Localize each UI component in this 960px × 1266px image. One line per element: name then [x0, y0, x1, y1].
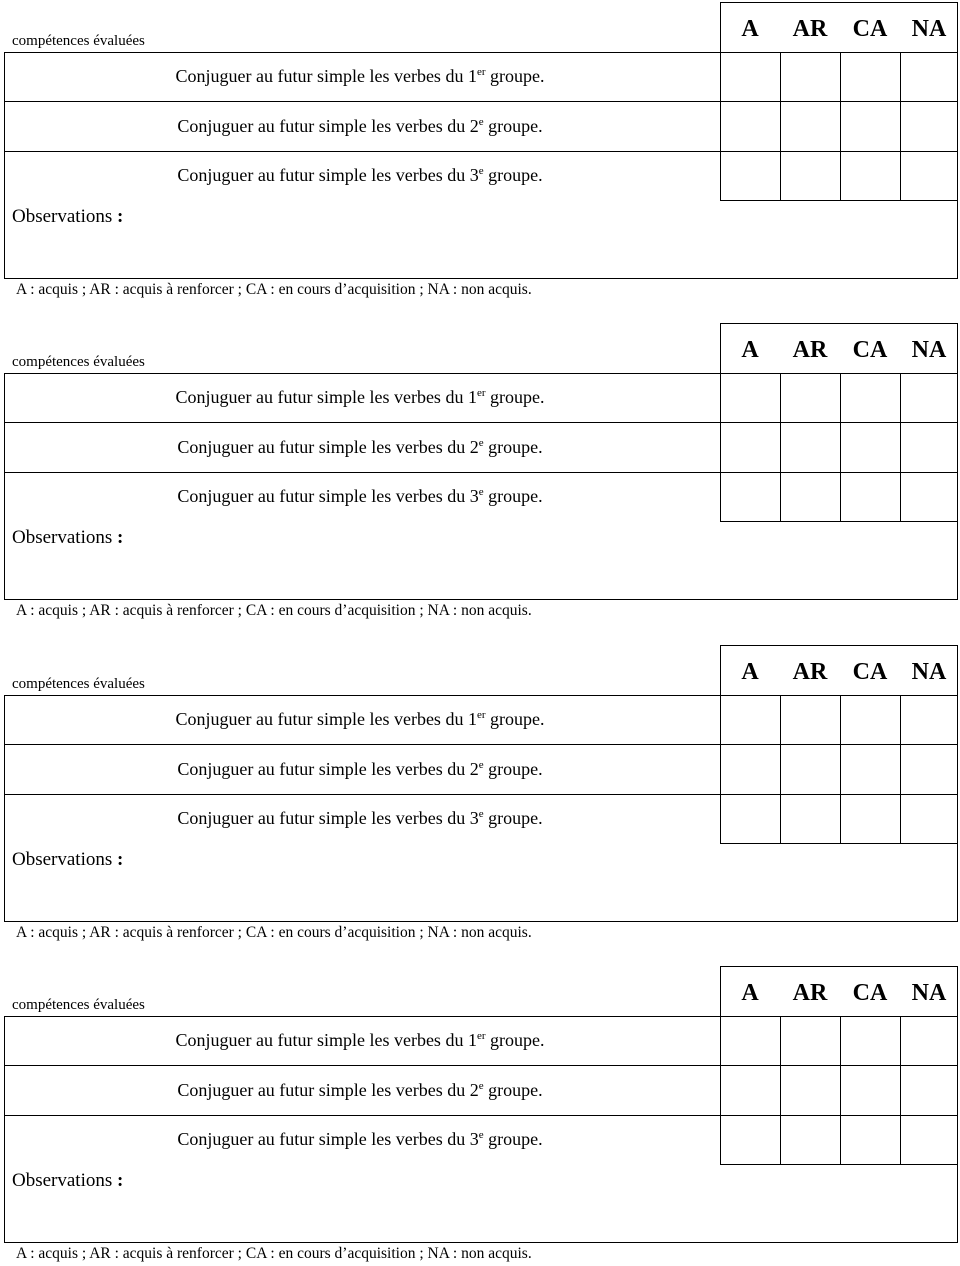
grid-line [957, 966, 958, 1243]
grid-line [4, 422, 958, 423]
grid-line [720, 966, 721, 1165]
grid-line [720, 1164, 958, 1165]
grid-line [4, 1115, 958, 1116]
level-header-na: NA [911, 980, 947, 1006]
level-header-ar: AR [792, 337, 828, 363]
grid-line [780, 52, 781, 201]
grid-line [780, 695, 781, 844]
skill-row-1: Conjuguer au futur simple les verbes du 1er groupe. [175, 709, 545, 729]
level-header-ca: CA [852, 337, 888, 363]
level-header-ar: AR [792, 16, 828, 42]
grid-line [720, 2, 721, 201]
grid-line [4, 921, 958, 922]
competences-label: compétences évaluées [12, 33, 145, 49]
level-header-na: NA [911, 659, 947, 685]
grid-line [840, 1016, 841, 1165]
evaluation-grid-2 [0, 321, 960, 621]
grid-line [720, 645, 958, 646]
competences-label: compétences évaluées [12, 354, 145, 370]
grid-line [780, 1016, 781, 1165]
evaluation-grid-4 [0, 964, 960, 1264]
skill-row-1: Conjuguer au futur simple les verbes du 1er groupe. [175, 66, 545, 86]
level-header-a: A [741, 337, 759, 363]
grid-line [4, 373, 5, 600]
grid-line [4, 472, 958, 473]
level-header-a: A [741, 980, 759, 1006]
observations-label: Observations : [12, 849, 124, 870]
grid-line [720, 323, 958, 324]
grid-line [4, 1016, 958, 1017]
skill-row-1: Conjuguer au futur simple les verbes du 1er groupe. [175, 387, 545, 407]
grid-line [4, 151, 958, 152]
observations-label: Observations : [12, 1170, 124, 1191]
skill-row-3: Conjuguer au futur simple les verbes du 3e groupe. [177, 1129, 543, 1149]
skill-row-3: Conjuguer au futur simple les verbes du 3e groupe. [177, 165, 543, 185]
grid-line [957, 645, 958, 922]
grid-line [4, 101, 958, 102]
legend-text: A : acquis ; AR : acquis à renforcer ; CA : en cours d’acquisition ; NA : non acquis. [16, 1245, 532, 1262]
skill-row-2: Conjuguer au futur simple les verbes du 2e groupe. [177, 759, 543, 779]
level-header-na: NA [911, 337, 947, 363]
grid-line [720, 843, 958, 844]
observations-label: Observations : [12, 527, 124, 548]
skill-row-2: Conjuguer au futur simple les verbes du 2e groupe. [177, 437, 543, 457]
grid-line [900, 373, 901, 522]
skill-row-3: Conjuguer au futur simple les verbes du 3e groupe. [177, 486, 543, 506]
grid-line [720, 966, 958, 967]
observations-label: Observations : [12, 206, 124, 227]
grid-line [900, 52, 901, 201]
skill-row-2: Conjuguer au futur simple les verbes du 2e groupe. [177, 116, 543, 136]
level-header-na: NA [911, 16, 947, 42]
grid-line [4, 695, 5, 922]
level-header-ca: CA [852, 659, 888, 685]
grid-line [957, 2, 958, 279]
grid-line [4, 1016, 5, 1243]
grid-line [720, 645, 721, 844]
skill-row-2: Conjuguer au futur simple les verbes du 2e groupe. [177, 1080, 543, 1100]
grid-line [4, 52, 958, 53]
evaluation-grid-1 [0, 0, 960, 300]
grid-line [900, 695, 901, 844]
legend-text: A : acquis ; AR : acquis à renforcer ; CA : en cours d’acquisition ; NA : non acquis. [16, 924, 532, 941]
level-header-a: A [741, 16, 759, 42]
grid-line [4, 373, 958, 374]
skill-row-1: Conjuguer au futur simple les verbes du 1er groupe. [175, 1030, 545, 1050]
grid-line [720, 200, 958, 201]
grid-line [780, 373, 781, 522]
grid-line [840, 373, 841, 522]
level-header-ar: AR [792, 659, 828, 685]
skill-row-3: Conjuguer au futur simple les verbes du 3e groupe. [177, 808, 543, 828]
legend-text: A : acquis ; AR : acquis à renforcer ; CA : en cours d’acquisition ; NA : non acquis. [16, 602, 532, 619]
grid-line [4, 695, 958, 696]
competences-label: compétences évaluées [12, 997, 145, 1013]
level-header-ar: AR [792, 980, 828, 1006]
grid-line [720, 2, 958, 3]
grid-line [4, 278, 958, 279]
grid-line [720, 323, 721, 522]
level-header-ca: CA [852, 980, 888, 1006]
grid-line [4, 794, 958, 795]
evaluation-grid-3 [0, 643, 960, 943]
grid-line [4, 744, 958, 745]
grid-line [4, 599, 958, 600]
grid-line [4, 1065, 958, 1066]
grid-line [840, 52, 841, 201]
grid-line [4, 52, 5, 279]
grid-line [957, 323, 958, 600]
level-header-ca: CA [852, 16, 888, 42]
grid-line [900, 1016, 901, 1165]
grid-line [720, 521, 958, 522]
competences-label: compétences évaluées [12, 676, 145, 692]
grid-line [4, 1242, 958, 1243]
legend-text: A : acquis ; AR : acquis à renforcer ; CA : en cours d’acquisition ; NA : non acquis. [16, 281, 532, 298]
grid-line [840, 695, 841, 844]
level-header-a: A [741, 659, 759, 685]
